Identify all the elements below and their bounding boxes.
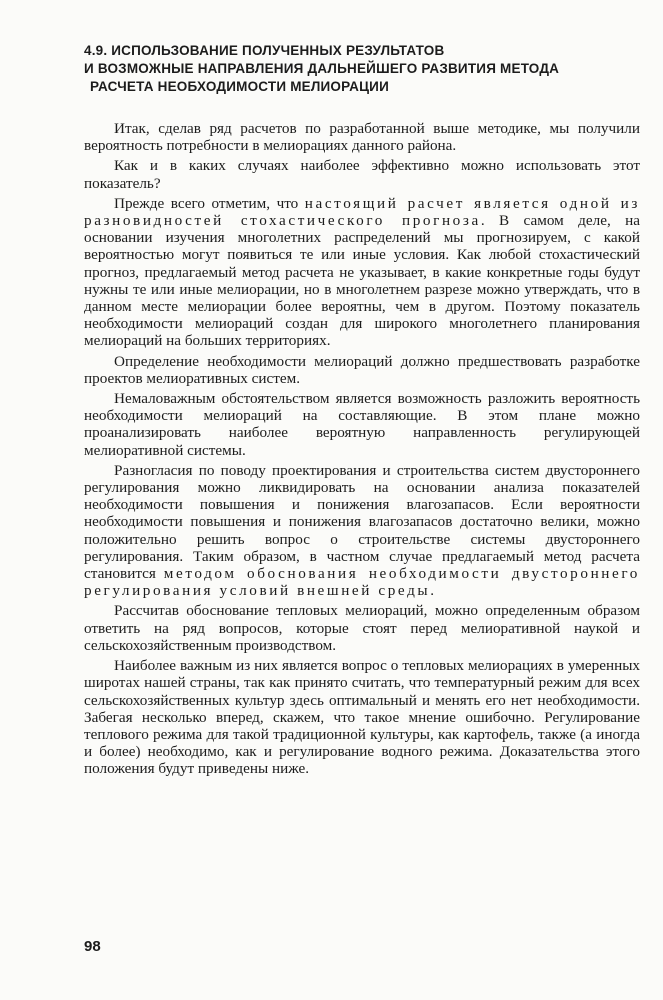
paragraph-8: Наиболее важным из них является вопрос о тепловых мелиорациях в умеренных широтах нашей страны, так как принято считать, что температурный режим для всех сельскохозяйственных культур здесь оптимальный и менять его нет необходимости. Забегая несколько вперед, скажем, что такое мнение ошибочно. Регулирование теплового режима для такой традиционной культуры, как картофель, также (а иногда и более) необходимо, как и регулирование водного режима. Доказательства этого положения будут приведены ниже. xyxy=(84,657,640,778)
section-title-line-2: И ВОЗМОЖНЫЕ НАПРАВЛЕНИЯ ДАЛЬНЕЙШЕГО РАЗВИТИЯ МЕТОДА xyxy=(84,61,560,76)
paragraph-1: Итак, сделав ряд расчетов по разработанной выше методике, мы получили вероятность потребности в мелиорациях данного района. xyxy=(84,120,640,155)
paragraph-4: Определение необходимости мелиораций должно предшествовать разработке проектов мелиоративных систем. xyxy=(84,352,640,387)
paragraph-6-spaced-emphasis: методом обоснования необходимости двустороннего регулирования условий внешней среды xyxy=(84,565,641,600)
page-number: 98 xyxy=(84,938,101,955)
paragraph-3 xyxy=(84,195,640,350)
paragraph-5: Немаловажным обстоятельством является возможность разложить вероятность необходимости мелиораций на составляющие. В этом плане можно проанализировать наиболее вероятную направленность регулирующей мелиоративной системы. xyxy=(84,390,640,459)
paragraph-3-text-end: . В самом деле, на основании изучения многолетних распределений мы прогнозируем, с какой вероятностью могут появиться те или иные условия. Как любой стохастический прогноз, предлагаемый метод расчета не указывает, в какие конкретные годы будут нужны те или иные мелиорации, но в многолетнем разрезе можно утверждать, что в данном месте мелиорации более вероятны, чем в другом. Поэтому показатель необходимости мелиораций создан для широкого многолетнего планирования мелиораций на больших территориях. xyxy=(84,212,641,350)
section-title-line-3: РАСЧЕТА НЕОБХОДИМОСТИ МЕЛИОРАЦИИ xyxy=(90,79,389,94)
paragraph-3-text-start: Прежде всего отметим, что xyxy=(114,194,305,212)
paragraph-6-text-end: . xyxy=(430,582,434,600)
paragraph-3-spaced-emphasis: настоящий расчет является одной из разновидностей стохастического прогноза xyxy=(84,194,640,230)
paragraph-2: Как и в каких случаях наиболее эффективно можно использовать этот показатель? xyxy=(84,157,640,192)
paragraph-6-text-start: Разногласия по поводу проектирования и строительства систем двустороннего регулирования можно ликвидировать на основании анализа показателей необходимости повышения и понижения влагозапасов. Если вероятности необходимости повышения и понижения влагозапасов достаточно велики, можно положительно решить вопрос о строительстве системы двустороннего регулирования. Таким образом, в частном случае предлагаемый метод расчета становится xyxy=(84,461,640,583)
section-title xyxy=(84,42,644,96)
paragraph-7: Рассчитав обоснование тепловых мелиораций, можно определенным образом ответить на ряд вопросов, которые стоят перед мелиоративной наукой и сельскохозяйственным производством. xyxy=(84,602,640,654)
paragraph-6 xyxy=(84,462,640,600)
section-title-line-1: 4.9. ИСПОЛЬЗОВАНИЕ ПОЛУЧЕННЫХ РЕЗУЛЬТАТОВ xyxy=(84,43,445,58)
body-text xyxy=(84,120,640,781)
